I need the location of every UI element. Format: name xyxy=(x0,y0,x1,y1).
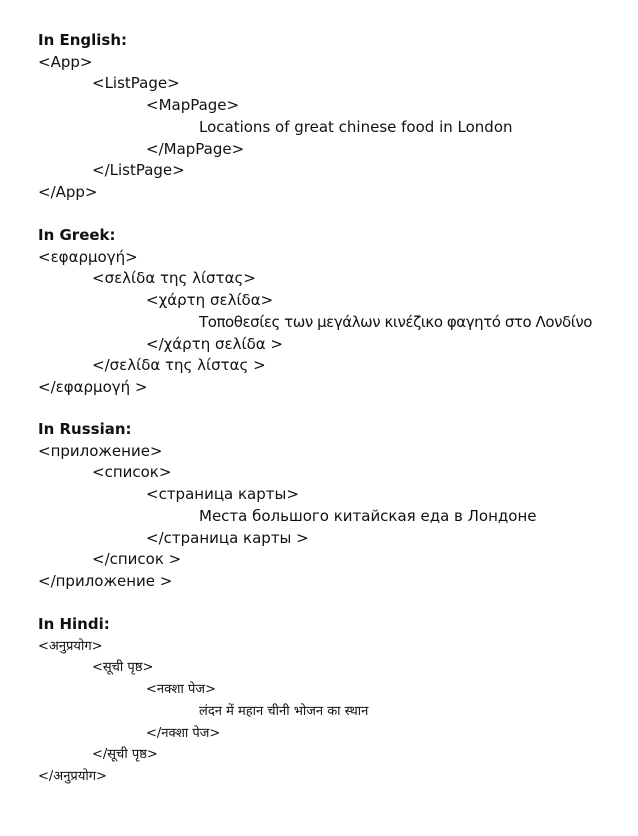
code-line-listpage-close: </ListPage> xyxy=(92,161,185,180)
code-line-listpage-close: </सूची पृष्ठ> xyxy=(92,747,158,763)
code-line-content: Locations of great chinese food in London xyxy=(199,117,513,136)
code-line-content: Τοποθεσίες των μεγάλων κινέζικο φαγητό στο Λονδίνο xyxy=(199,312,593,331)
section-heading: In Russian: xyxy=(38,420,132,438)
code-line-listpage-open: <список> xyxy=(92,463,172,482)
section-greek xyxy=(38,225,638,399)
code-line-app-open: <App> xyxy=(38,52,93,71)
code-line-mappage-open: <नक्शा पेज> xyxy=(146,682,216,698)
code-line-app-close: </εφαρμογή > xyxy=(38,377,148,396)
code-line-app-open: <अनुप्रयोग> xyxy=(38,638,103,654)
code-line-listpage-open: <सूची पृष्ठ> xyxy=(92,660,154,676)
section-heading: In Hindi: xyxy=(38,615,110,633)
code-line-app-close: </App> xyxy=(38,182,98,201)
section-english xyxy=(38,30,638,204)
section-heading: In Greek: xyxy=(38,226,116,244)
section-hindi xyxy=(38,614,638,788)
code-line-mappage-open: <страница карты> xyxy=(146,485,299,504)
section-russian xyxy=(38,419,638,593)
code-line-content: Места большого китайская еда в Лондоне xyxy=(199,506,537,525)
code-line-listpage-open: <ListPage> xyxy=(92,74,180,93)
code-line-listpage-close: </список > xyxy=(92,550,182,569)
code-line-app-close: </अनुप्रयोग> xyxy=(38,768,107,784)
code-line-mappage-open: <MapPage> xyxy=(146,96,240,115)
code-line-app-close: </приложение > xyxy=(38,571,173,590)
code-line-mappage-close: </страница карты > xyxy=(146,528,309,547)
code-line-mappage-close: </MapPage> xyxy=(146,139,245,158)
code-line-app-open: <εφαρμογή> xyxy=(38,247,138,266)
code-line-listpage-open: <σελίδα της λίστας> xyxy=(92,269,256,288)
code-line-listpage-close: </σελίδα της λίστας > xyxy=(92,356,266,375)
code-line-mappage-close: </χάρτη σελίδα > xyxy=(146,334,283,353)
code-line-mappage-open: <χάρτη σελίδα> xyxy=(146,291,274,310)
section-heading: In English: xyxy=(38,31,128,49)
code-line-mappage-close: </नक्शा पेज> xyxy=(146,725,221,741)
code-line-app-open: <приложение> xyxy=(38,441,163,460)
code-line-content: लंदन में महान चीनी भोजन का स्थान xyxy=(199,703,369,719)
